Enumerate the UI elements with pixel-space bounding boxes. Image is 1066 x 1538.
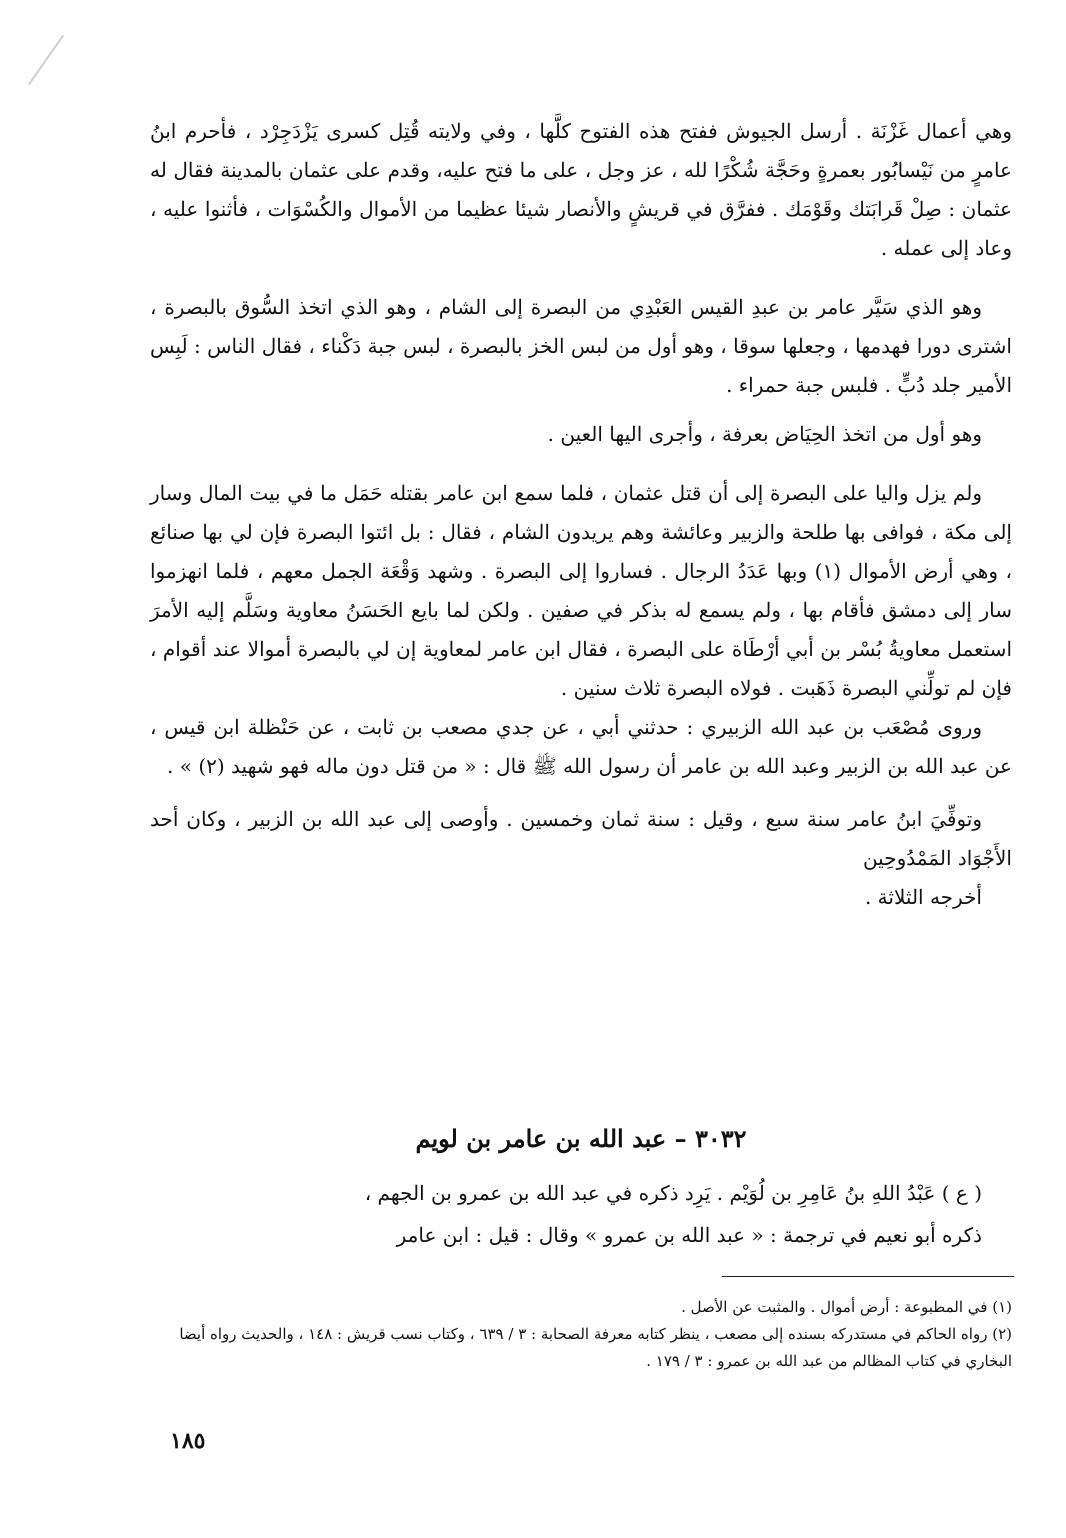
footnote-2: (٢) رواه الحاكم في مستدركه بسنده إلى مصعب ، ينظر كتابه معرفة الصحابة : ٣ / ٦٣٩ ، وكتاب نسب قريش : ١٤٨ ، والحديث رواه أيضا البخاري في كتاب المظالم من عبد الله بن عمرو : ٣ / ١٧٩ . [179, 1325, 1012, 1370]
paragraph-2: وهو الذي سَيَّر عامر بن عبدِ القيس العَبْدِي من البصرة إلى الشام ، وهو الذي اتخذ السُّوق بالبصرة ، اشترى دورا فهدمها ، وجعلها سوقا ، وهو أول من لبس الخز بالبصرة ، لبس جبة دَكْناء ، فقال الناس : لَبِس الأمير جلد دُبٍّ . فلبس جبة حمراء . [150, 295, 1012, 397]
entry-body [150, 1172, 1012, 1256]
paragraph-5: وروى مُصْعَب بن عبد الله الزبيري : حدثني أبي ، عن جدي مصعب بن ثابت ، عن حَنْظلة ابن قيس ، عن عبد الله بن الزبير وعبد الله بن عامر أن رسول الله ﷺ قال : « من قتل دون ماله فهو شهيد (٢) » . [150, 715, 1012, 778]
paragraph-6: وتوفِّيَ ابنُ عامر سنة سبع ، وقيل : سنة ثمان وخمسين . وأوصى إلى عبد الله بن الزبير ، وكان أحد الأَجْوَاد المَمْدُوحِين [150, 807, 1012, 870]
footnotes [150, 1294, 1012, 1375]
footnote-1: (١) في المطبوعة : أرض أموال . والمثبت عن الأصل . [681, 1298, 1012, 1316]
entry-line-2: ذكره أبو نعيم في ترجمة : « عبد الله بن عمرو » وقال : قيل : ابن عامر [396, 1223, 982, 1247]
entry-heading: ٣٠٣٢ – عبد الله بن عامر بن لويم [415, 1124, 747, 1153]
entry-line-1: ( ع ) عَبْدُ اللهِ بنُ عَامِرِ بن لُوَيْم . يَرِد ذكره في عبد الله بن عمرو بن الجهم ، [364, 1181, 982, 1205]
footnote-divider [722, 1276, 1014, 1277]
paragraph-4: ولم يزل واليا على البصرة إلى أن قتل عثمان ، فلما سمع ابن عامر بقتله حَمَل ما في بيت المال وسار إلى مكة ، فوافى بها طلحة والزبير وعائشة وهم يريدون الشام ، فقال : بل ائتوا البصرة فإن لي بها صنائع ، وهي أرض الأموال (١) وبها عَدَدُ الرجال . فساروا إلى البصرة . وشهد وَقْعَة الجمل معهم ، فلما انهزموا سار إلى دمشق فأقام بها ، ولم يسمع له بذكر في صفين . ولكن لما بايع الحَسَنُ معاوية وسَلَّم إليه الأمرَ استعمل معاويةُ بُسْر بن أبي أرْطَاة على البصرة ، فقال ابن عامر لمعاوية إن لي بالبصرة أموالا عند أقوام ، فإن لم تولِّني البصرة ذَهَبت . فولاه البصرة ثلاث سنين . [150, 481, 1013, 700]
main-text [150, 112, 1012, 917]
page-number: ١٨٥ [170, 1428, 206, 1454]
paragraph-1: وهي أعمال غَزْنَة . أرسل الجيوش ففتح هذه الفتوح كلَّها ، وفي ولايته قُتِل كسرى يَزْدَجِرْد ، فأحرم ابنُ عامرٍ من نَيْسابُور بعمرةٍ وحَجَّة شُكْرًا لله ، عز وجل ، على ما فتح عليه، وقدم على عثمان بالمدينة فقال له عثمان : صِلْ قَرابَتك وقَوْمَك . ففرَّق في قريشٍ والأنصار شيئا عظيما من الأموال والكُسْوَات ، فأثنوا عليه ، وعاد إلى عمله . [150, 119, 1012, 260]
scan-artifact [28, 35, 64, 85]
paragraph-3: وهو أول من اتخذ الحِيَاض بعرفة ، وأجرى اليها العين . [547, 422, 982, 446]
paragraph-7: أخرجه الثلاثة . [864, 885, 982, 909]
